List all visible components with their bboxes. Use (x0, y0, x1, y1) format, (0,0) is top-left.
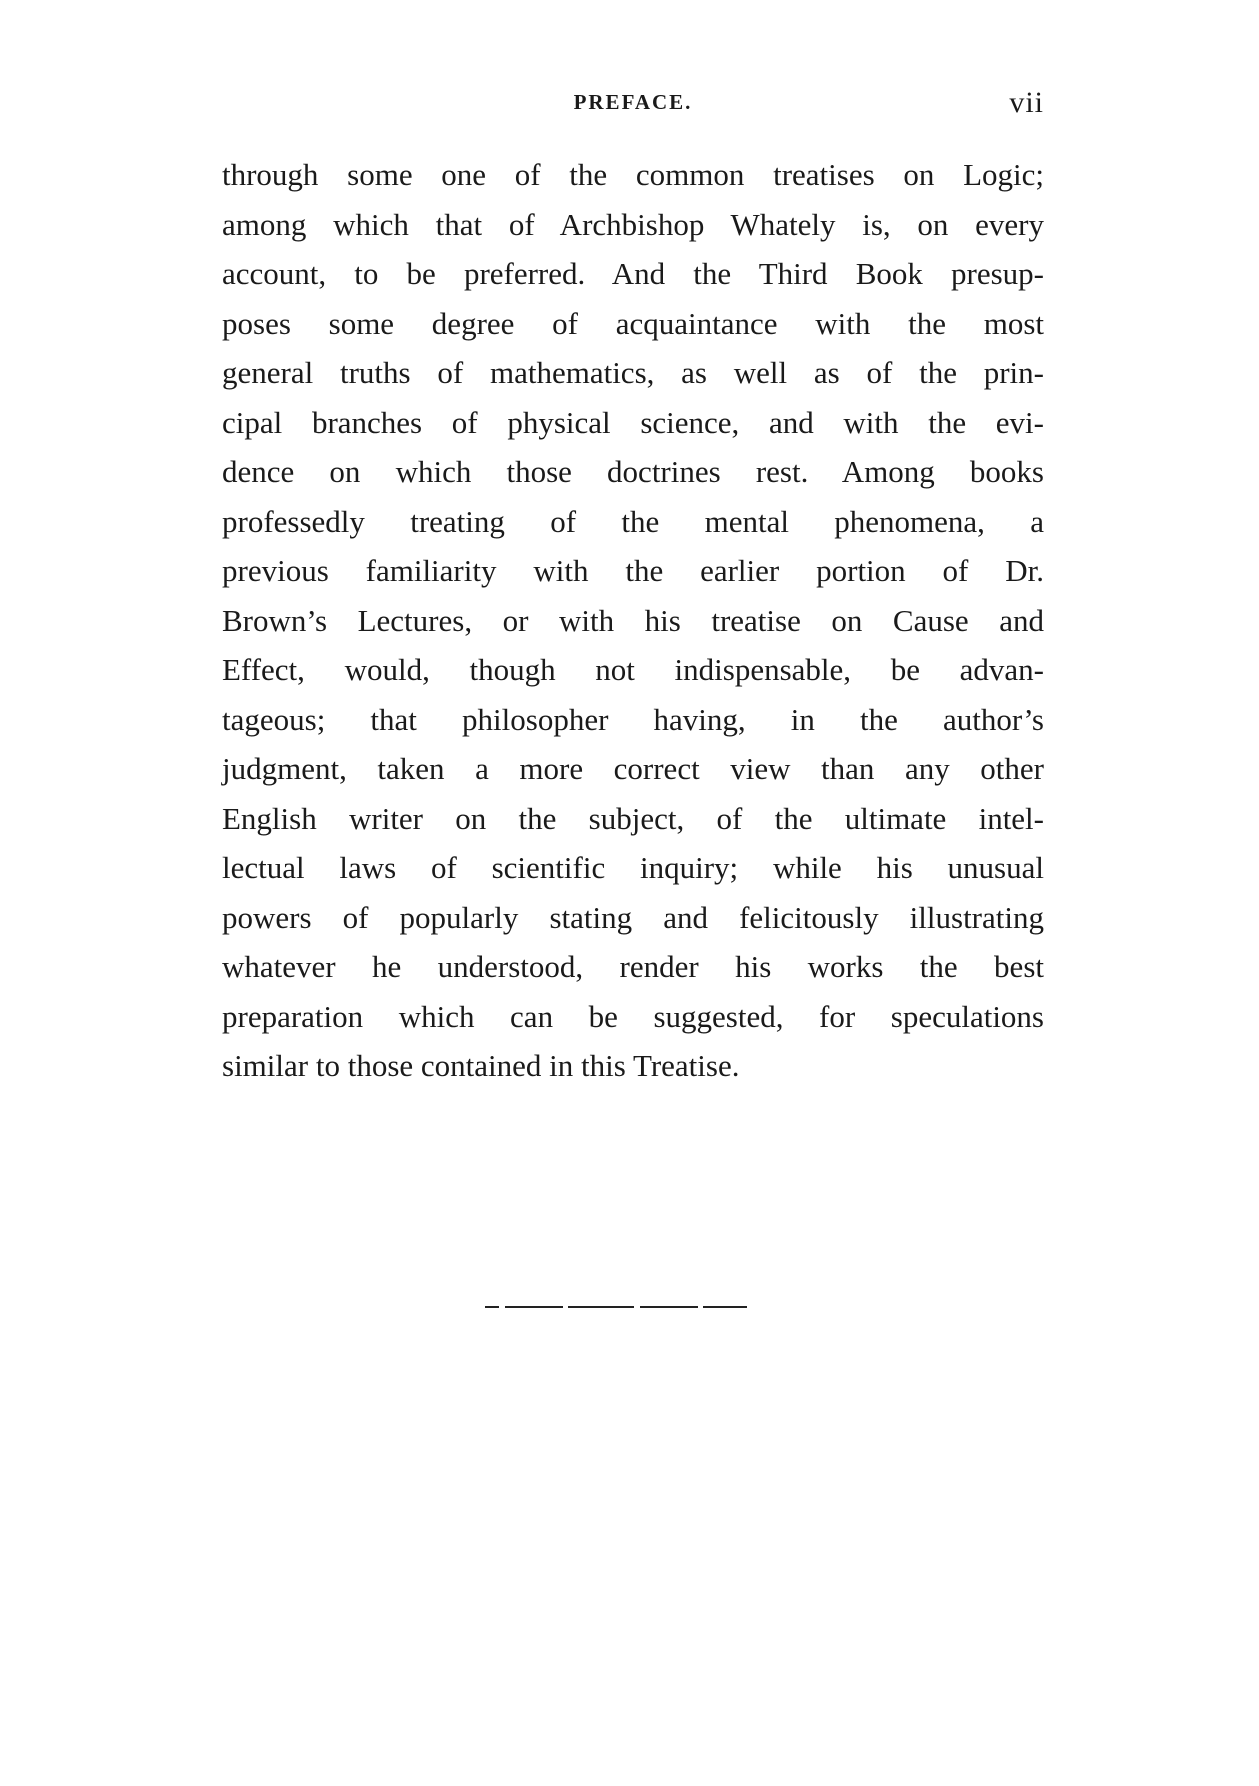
text-line: powers of popularly stating and felicitously illustrating (222, 899, 1044, 935)
text-line: account, to be preferred. And the Third Book presup- (222, 256, 1044, 291)
page-number: vii (1009, 86, 1044, 119)
text-line: professedly treating of the mental phenomena, a (222, 503, 1044, 539)
rule-dash (485, 1306, 499, 1308)
rule-dash (640, 1306, 698, 1308)
section-end-rule (485, 1306, 747, 1308)
text-line: dence on which those doctrines rest. Among books (222, 454, 1044, 489)
text-line: through some one of the common treatises on Logic; (222, 157, 1044, 192)
text-line: general truths of mathematics, as well as of the prin- (222, 355, 1044, 390)
rule-dash (703, 1306, 747, 1308)
text-line: poses some degree of acquaintance with the most (222, 305, 1044, 341)
running-head (222, 86, 1044, 126)
text-line: preparation which can be suggested, for speculations (222, 998, 1044, 1034)
text-line: whatever he understood, render his works the best (222, 949, 1044, 984)
text-line: judgment, taken a more correct view than any other (222, 751, 1044, 786)
text-line: previous familiarity with the earlier portion of Dr. (222, 553, 1044, 588)
rule-dash (568, 1306, 634, 1308)
text-line: English writer on the subject, of the ultimate intel- (222, 800, 1044, 836)
rule-dash (505, 1306, 563, 1308)
text-line: tageous; that philosopher having, in the author’s (222, 701, 1044, 737)
text-line: Effect, would, though not indispensable, be advan- (222, 652, 1044, 687)
preface-paragraph (222, 150, 1044, 1091)
running-title: PREFACE. (573, 90, 693, 114)
text-line: among which that of Archbishop Whately is, on every (222, 206, 1044, 242)
text-line-last: similar to those contained in this Treatise. (222, 1048, 740, 1083)
text-line: cipal branches of physical science, and with the evi- (222, 404, 1044, 440)
text-line: Brown’s Lectures, or with his treatise on Cause and (222, 602, 1044, 638)
text-line: lectual laws of scientific inquiry; while his unusual (222, 850, 1044, 885)
